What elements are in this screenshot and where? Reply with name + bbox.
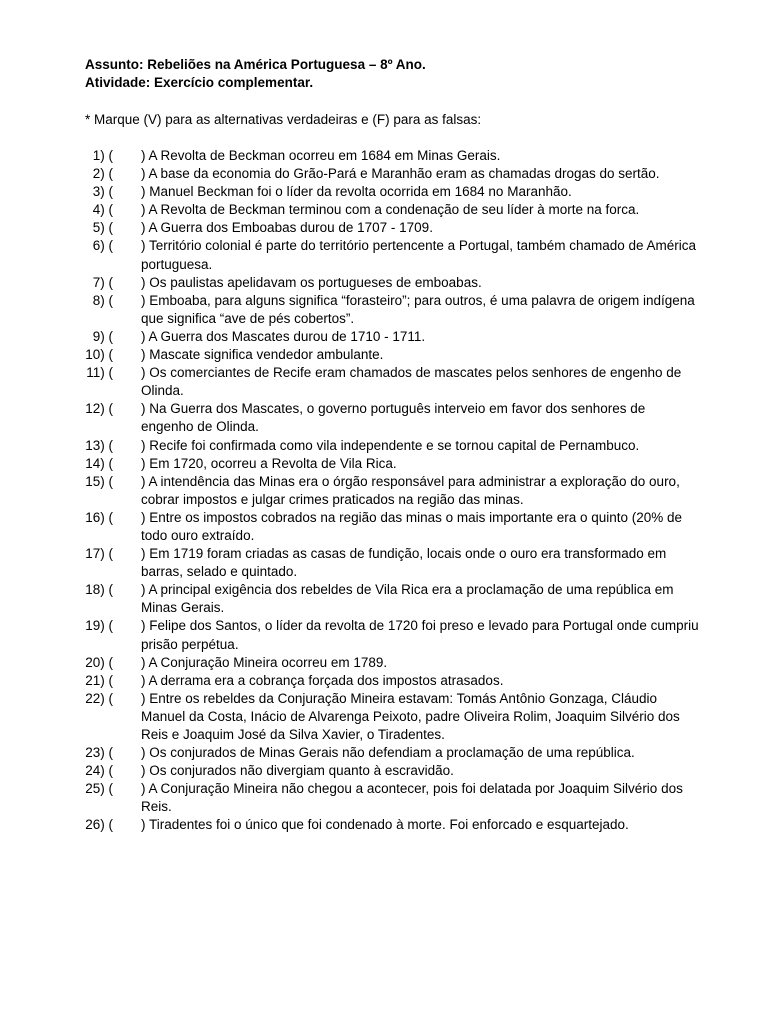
question-item bbox=[0, 762, 768, 780]
question-item bbox=[0, 274, 768, 292]
question-item bbox=[0, 509, 768, 545]
question-text: ) Tiradentes foi o único que foi condenado à morte. Foi enforcado e esquartejado. bbox=[141, 817, 629, 833]
question-number: 8) ( bbox=[92, 292, 113, 308]
question-text: ) Manuel Beckman foi o líder da revolta ocorrida em 1684 no Maranhão. bbox=[141, 184, 572, 200]
question-number: 6) ( bbox=[92, 238, 113, 254]
question-item bbox=[0, 473, 768, 509]
question-item bbox=[0, 201, 768, 219]
question-item bbox=[0, 654, 768, 672]
question-number: 20) ( bbox=[85, 654, 113, 670]
question-item bbox=[0, 400, 768, 436]
question-list bbox=[0, 147, 768, 835]
activity-line: Atividade: Exercício complementar. bbox=[85, 75, 314, 90]
question-text: ) Entre os impostos cobrados na região das minas o mais importante era o quinto (20% de todo ouro extraído. bbox=[141, 509, 683, 543]
question-number: 22) ( bbox=[85, 690, 113, 706]
question-text: ) Os comerciantes de Recife eram chamados de mascates pelos senhores de engenho de Olinda. bbox=[141, 365, 682, 399]
question-number: 3) ( bbox=[92, 184, 113, 200]
question-number: 1) ( bbox=[92, 148, 113, 163]
question-text: ) Recife foi confirmada como vila independente e se tornou capital de Pernambuco. bbox=[141, 437, 640, 453]
question-item bbox=[0, 581, 768, 617]
question-text: ) Entre os rebeldes da Conjuração Mineira estavam: Tomás Antônio Gonzaga, Cláudio Manuel da Costa, Inácio de Alvarenga Peixoto, padre Oliveira Rolim, Joaquim Silvério dos Reis e Joaquim José da Silva Xavier, o Tiradentes. bbox=[141, 690, 680, 742]
question-number: 23) ( bbox=[85, 745, 113, 761]
question-text: ) A Guerra dos Emboabas durou de 1707 - 1709. bbox=[141, 220, 433, 236]
question-item bbox=[0, 364, 768, 400]
question-item bbox=[0, 780, 768, 816]
question-number: 14) ( bbox=[85, 455, 113, 471]
question-number: 12) ( bbox=[85, 401, 113, 417]
question-item bbox=[0, 816, 768, 834]
question-text: ) A base da economia do Grão-Pará e Maranhão eram as chamadas drogas do sertão. bbox=[141, 166, 660, 182]
question-text: ) Mascate significa vendedor ambulante. bbox=[141, 347, 384, 363]
question-item bbox=[0, 147, 768, 165]
question-item bbox=[0, 219, 768, 237]
question-number: 7) ( bbox=[92, 274, 113, 290]
question-text: ) A derrama era a cobrança forçada dos impostos atrasados. bbox=[141, 672, 504, 688]
question-text: ) A intendência das Minas era o órgão responsável para administrar a exploração do ouro, cobrar impostos e julgar crimes praticados na região das minas. bbox=[141, 473, 680, 507]
question-item bbox=[0, 165, 768, 183]
question-number: 24) ( bbox=[85, 763, 113, 779]
question-number: 5) ( bbox=[92, 220, 113, 236]
question-number: 26) ( bbox=[85, 817, 113, 833]
question-item bbox=[0, 690, 768, 744]
question-number: 9) ( bbox=[92, 328, 113, 344]
question-text: ) Em 1719 foram criadas as casas de fundição, locais onde o ouro era transformado em barras, selado e quintado. bbox=[141, 546, 667, 580]
question-item bbox=[0, 437, 768, 455]
question-text: ) Em 1720, ocorreu a Revolta de Vila Rica. bbox=[141, 455, 397, 471]
question-number: 11) ( bbox=[86, 365, 113, 381]
question-number: 25) ( bbox=[85, 781, 113, 797]
question-text: ) A Conjuração Mineira não chegou a acontecer, pois foi delatada por Joaquim Silvério dos Reis. bbox=[141, 781, 683, 815]
question-item bbox=[0, 545, 768, 581]
question-number: 4) ( bbox=[92, 202, 113, 218]
question-text: ) Emboaba, para alguns significa “forasteiro”; para outros, é uma palavra de origem indígena que significa “ave de pés cobertos”. bbox=[141, 292, 695, 326]
instruction-text: * Marque (V) para as alternativas verdadeiras e (F) para as falsas: bbox=[85, 112, 482, 127]
question-number: 15) ( bbox=[85, 473, 113, 489]
question-text: ) Felipe dos Santos, o líder da revolta de 1720 foi preso e levado para Portugal onde cumpriu prisão perpétua. bbox=[141, 618, 699, 652]
question-item bbox=[0, 455, 768, 473]
question-text: ) A Revolta de Beckman ocorreu em 1684 em Minas Gerais. bbox=[141, 148, 501, 163]
question-item bbox=[0, 744, 768, 762]
question-text: ) Os conjurados não divergiam quanto à escravidão. bbox=[141, 763, 454, 779]
question-item bbox=[0, 328, 768, 346]
question-number: 16) ( bbox=[85, 509, 113, 525]
question-text: ) A Revolta de Beckman terminou com a condenação de seu líder à morte na forca. bbox=[141, 202, 640, 218]
question-number: 19) ( bbox=[85, 618, 113, 634]
question-item bbox=[0, 237, 768, 273]
question-number: 17) ( bbox=[85, 546, 113, 562]
question-item bbox=[0, 292, 768, 328]
question-item bbox=[0, 183, 768, 201]
question-text: ) Na Guerra dos Mascates, o governo português interveio em favor dos senhores de engenho de Olinda. bbox=[141, 401, 646, 435]
question-text: ) Os paulistas apelidavam os portugueses de emboabas. bbox=[141, 274, 482, 290]
question-text: ) A Guerra dos Mascates durou de 1710 - 1711. bbox=[141, 328, 426, 344]
question-number: 18) ( bbox=[85, 582, 113, 598]
question-item bbox=[0, 617, 768, 653]
question-number: 21) ( bbox=[85, 672, 113, 688]
question-text: ) A principal exigência dos rebeldes de Vila Rica era a proclamação de uma república em Minas Gerais. bbox=[141, 582, 674, 616]
question-item bbox=[0, 672, 768, 690]
question-text: ) Território colonial é parte do território pertencente a Portugal, também chamado de América portuguesa. bbox=[141, 238, 697, 272]
question-item bbox=[0, 346, 768, 364]
document-header bbox=[85, 56, 426, 92]
subject-line: Assunto: Rebeliões na América Portuguesa – 8º Ano. bbox=[85, 57, 426, 72]
question-number: 2) ( bbox=[92, 166, 113, 182]
question-number: 13) ( bbox=[85, 437, 113, 453]
question-text: ) Os conjurados de Minas Gerais não defendiam a proclamação de uma república. bbox=[141, 745, 635, 761]
question-number: 10) ( bbox=[85, 347, 113, 363]
question-text: ) A Conjuração Mineira ocorreu em 1789. bbox=[141, 654, 388, 670]
